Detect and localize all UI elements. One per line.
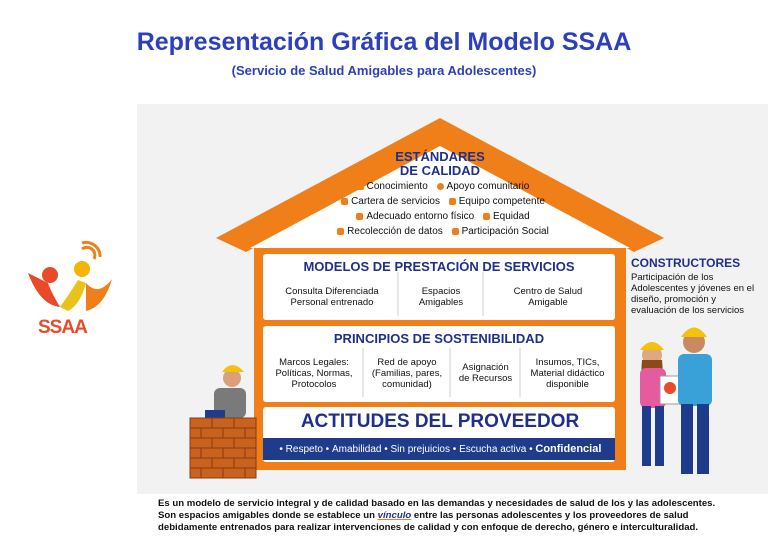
principles-cell-4: Insumos, TICs, Material didáctico disponible (530, 356, 605, 390)
attitudes-bar: • Respeto • Amabilidad • Sin prejuicios • Escucha activa • Confidencial (263, 438, 615, 460)
equity-icon (483, 213, 490, 220)
constructors-text: Participación de los Adolescentes y jóvenes en el diseño, promoción y evaluación de los servicios (631, 272, 755, 316)
page-title: Representación Gráfica del Modelo SSAA (136, 28, 632, 56)
knowledge-icon (357, 183, 364, 190)
models-cell-3: Centro de Salud Amigable (513, 286, 583, 308)
attitude-item: Escucha activa (459, 443, 527, 455)
attitude-item: Amabilidad (331, 443, 382, 455)
constructors-title: CONSTRUCTORES (631, 256, 741, 270)
standards-title (350, 150, 530, 178)
brick-wall (190, 418, 256, 478)
team-icon (449, 198, 456, 205)
models-cell-1: Consulta Diferenciada Personal entrenado (285, 286, 379, 308)
vinculo-word: vínculo (377, 510, 412, 521)
models-cell-2: Espacios Amigables (418, 286, 464, 308)
standards-row-2: Cartera de servicios Equipo competente (300, 196, 580, 207)
models-title: MODELOS DE PRESTACIÓN DE SERVICIOS (303, 259, 575, 274)
footer-line-2: Son espacios amigables donde se establece un vínculo entre las personas adolescentes y los proveedores de salud (158, 510, 689, 521)
principles-cell-1: Marcos Legales: Políticas, Normas, Protocolos (275, 356, 353, 390)
standards-row-4: Recolección de datos Participación Social (300, 226, 580, 237)
page-subtitle: (Servicio de Salud Amigables para Adolescentes) (231, 63, 537, 78)
principles-cell-3: Asignación de Recursos (458, 362, 513, 384)
ssaa-logo-text: SSAA (38, 317, 87, 338)
footer-description (158, 498, 758, 534)
standards-title-line1: ESTÁNDARES (395, 149, 485, 164)
principles-cell-2: Red de apoyo (Familias, pares, comunidad) (371, 356, 443, 390)
footer-line-1: Es un modelo de servicio integral y de calidad basado en las demandas y necesidades de salud de los y las adolescentes. (158, 498, 716, 509)
principles-title: PRINCIPIOS DE SOSTENIBILIDAD (333, 331, 545, 346)
attitude-item: Sin prejuicios (390, 443, 450, 455)
standards-row-1: Conocimiento Apoyo comunitario (300, 181, 580, 192)
workers-right-illustration (640, 328, 712, 475)
attitude-item-bold: Confidencial (535, 443, 602, 455)
community-icon (437, 183, 444, 190)
standards-title-line2: DE CALIDAD (399, 163, 481, 178)
environment-icon (356, 213, 363, 220)
footer-line-3: debidamente entrenados para realizar intervenciones de calidad y con enfoque de derecho, género e interculturalidad. (158, 522, 699, 533)
worker-left-illustration (190, 365, 256, 478)
portfolio-icon (341, 198, 348, 205)
attitude-item: Respeto (285, 443, 323, 455)
data-collection-icon (337, 228, 344, 235)
social-participation-icon (452, 228, 459, 235)
standards-row-3: Adecuado entorno físico Equidad (300, 211, 580, 222)
attitudes-title: ACTITUDES DEL PROVEEDOR (300, 411, 580, 432)
